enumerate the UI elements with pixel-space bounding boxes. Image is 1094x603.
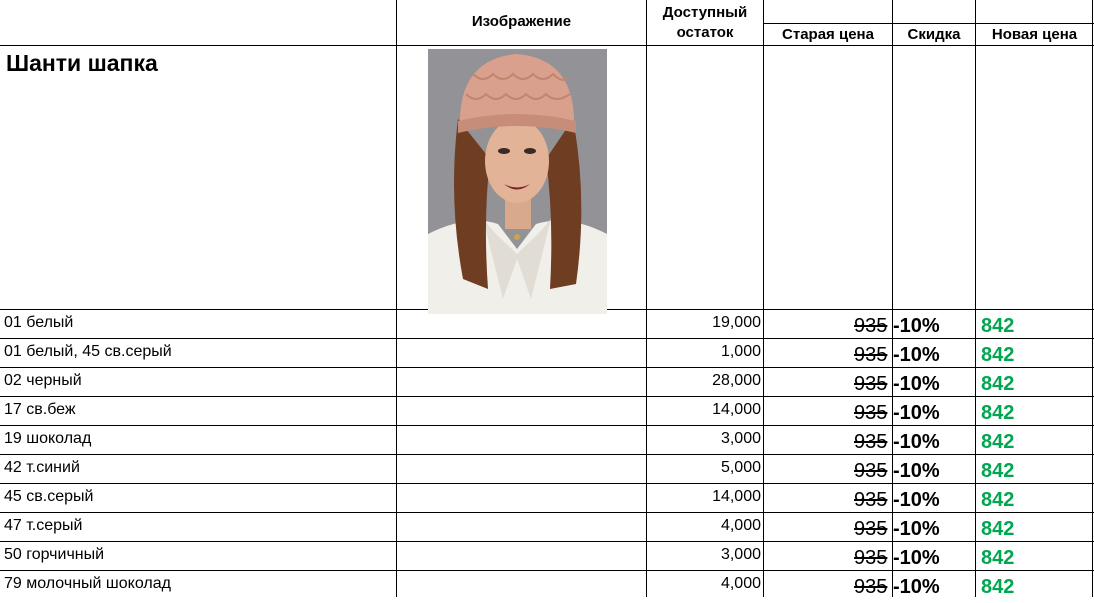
new-price: 842 bbox=[981, 431, 1015, 453]
table-row bbox=[0, 542, 1094, 571]
old-price: 935 bbox=[854, 431, 888, 453]
new-price: 842 bbox=[981, 402, 1015, 424]
old-price: 935 bbox=[854, 489, 888, 511]
old-price: 935 bbox=[854, 547, 888, 569]
grid-line bbox=[0, 45, 1094, 46]
header-discount: Скидка bbox=[907, 26, 961, 43]
stock-value: 14,000 bbox=[712, 401, 761, 418]
stock-value: 28,000 bbox=[712, 372, 761, 389]
stock-value: 1,000 bbox=[720, 343, 761, 360]
header-image: Изображение bbox=[471, 13, 572, 30]
stock-value: 19,000 bbox=[712, 314, 761, 331]
discount-value: -10% bbox=[893, 518, 940, 540]
variant-name: 01 белый bbox=[4, 314, 74, 331]
old-price: 935 bbox=[854, 344, 888, 366]
table-row bbox=[0, 397, 1094, 426]
stock-value: 14,000 bbox=[712, 488, 761, 505]
variant-name: 45 св.серый bbox=[4, 488, 94, 505]
stock-value: 5,000 bbox=[720, 459, 761, 476]
table-row bbox=[0, 339, 1094, 368]
table-row bbox=[0, 455, 1094, 484]
old-price: 935 bbox=[854, 576, 888, 598]
new-price: 842 bbox=[981, 460, 1015, 482]
new-price: 842 bbox=[981, 315, 1015, 337]
old-price: 935 bbox=[854, 315, 888, 337]
discount-value: -10% bbox=[893, 402, 940, 424]
discount-value: -10% bbox=[893, 547, 940, 569]
discount-value: -10% bbox=[893, 315, 940, 337]
grid-line bbox=[764, 23, 1094, 24]
variant-name: 79 молочный шоколад bbox=[4, 575, 171, 592]
discount-value: -10% bbox=[893, 576, 940, 598]
variant-name: 01 белый, 45 св.серый bbox=[4, 343, 172, 360]
stock-value: 4,000 bbox=[720, 575, 761, 592]
product-title: Шанти шапка bbox=[6, 50, 158, 76]
discount-value: -10% bbox=[893, 460, 940, 482]
stock-value: 3,000 bbox=[720, 430, 761, 447]
discount-value: -10% bbox=[893, 373, 940, 395]
new-price: 842 bbox=[981, 489, 1015, 511]
variant-name: 42 т.синий bbox=[4, 459, 80, 476]
old-price: 935 bbox=[854, 373, 888, 395]
variant-name: 47 т.серый bbox=[4, 517, 83, 534]
table-row bbox=[0, 513, 1094, 542]
variant-name: 17 св.беж bbox=[4, 401, 76, 418]
old-price: 935 bbox=[854, 402, 888, 424]
new-price: 842 bbox=[981, 576, 1015, 598]
stock-value: 3,000 bbox=[720, 546, 761, 563]
discount-value: -10% bbox=[893, 489, 940, 511]
header-new-price: Новая цена bbox=[991, 26, 1078, 43]
table-row bbox=[0, 571, 1094, 600]
new-price: 842 bbox=[981, 373, 1015, 395]
variant-name: 19 шоколад bbox=[4, 430, 92, 447]
table-row bbox=[0, 310, 1094, 339]
old-price: 935 bbox=[854, 460, 888, 482]
stock-value: 4,000 bbox=[720, 517, 761, 534]
discount-value: -10% bbox=[893, 344, 940, 366]
variant-name: 50 горчичный bbox=[4, 546, 105, 563]
new-price: 842 bbox=[981, 344, 1015, 366]
table-row bbox=[0, 368, 1094, 397]
table-row bbox=[0, 484, 1094, 513]
new-price: 842 bbox=[981, 547, 1015, 569]
header-stock: Доступный остаток bbox=[662, 4, 748, 41]
new-price: 842 bbox=[981, 518, 1015, 540]
discount-value: -10% bbox=[893, 431, 940, 453]
product-photo bbox=[428, 49, 607, 314]
variant-name: 02 черный bbox=[4, 372, 82, 389]
table-row bbox=[0, 426, 1094, 455]
old-price: 935 bbox=[854, 518, 888, 540]
header-old-price: Старая цена bbox=[782, 26, 874, 43]
